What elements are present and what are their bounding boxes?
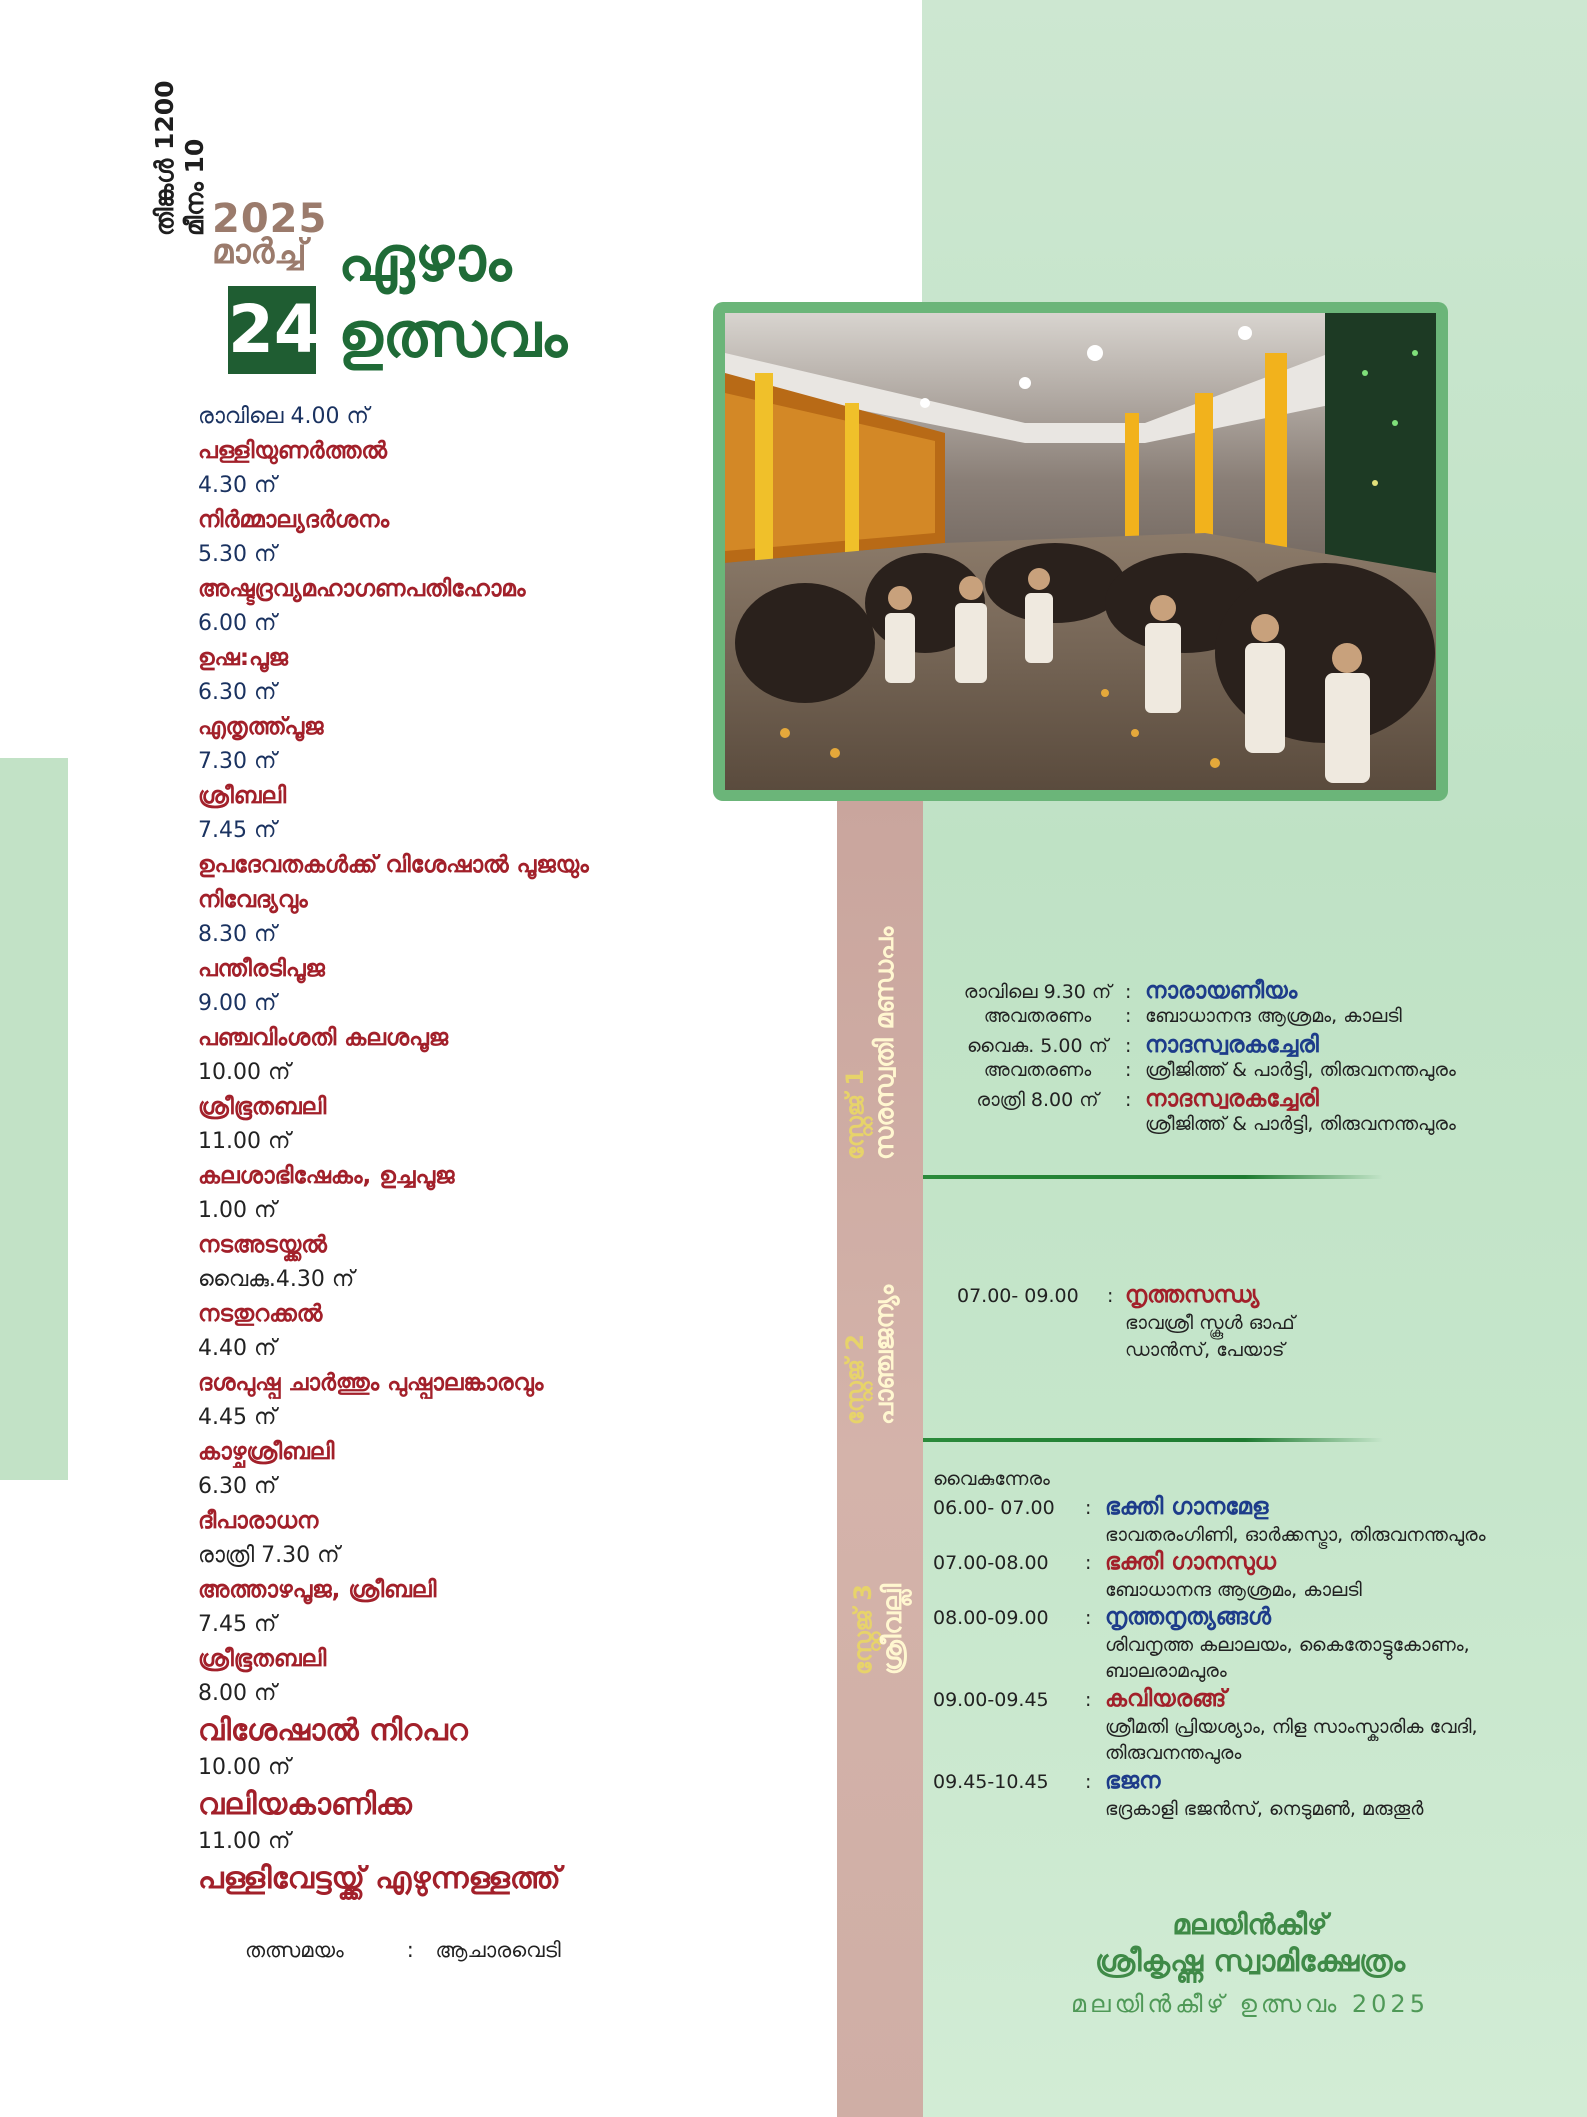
schedule-event: നിർമ്മാല്യദർശനം [198,507,390,533]
malayalam-date-line2: മീനം 10 [180,138,209,236]
stage1-sep: : [1125,1059,1132,1081]
stage2-time: 07.00- 09.00 [957,1285,1079,1307]
stage3-detail: ശ്രീമതി പ്രിയശ്യാം, നിള സാംസ്കാരിക വേദി, [1105,1716,1478,1738]
final-note [245,1938,561,1963]
schedule-event: ഉഷ:പൂജ [198,645,289,671]
stage1-name: സ്റ്റേജ് 1 [841,1068,869,1160]
schedule-event: അത്താഴപൂജ, ശ്രീബലി [198,1577,437,1603]
schedule-time: വൈകു.4.30 ന് [198,1267,355,1292]
stage3-sep: : [1085,1552,1092,1574]
stage1-event: നാദസ്വരകച്ചേരി [1145,1032,1319,1058]
stage3-detail: ശിവനൃത്ത കലാലയം, കൈതോട്ടുകോണം, [1105,1634,1470,1656]
stage3-event: ഭക്തി ഗാനമേള [1105,1494,1269,1520]
malayalam-date-vertical [150,80,209,236]
stage1-time: അവതരണം [983,1005,1092,1027]
schedule-event: കലശാഭിഷേകം, ഉച്ചപൂജ [198,1163,455,1189]
header-day: 24 [228,286,316,374]
stage3-sep: : [1085,1607,1092,1629]
stage3-detail: ഭദ്രകാളി ഭജൻസ്, നെടുമൺ, മരുതൂർ [1105,1798,1424,1820]
schedule-event: പന്തീരടിപൂജ [198,956,325,982]
stage2-name: സ്റ്റേജ് 2 [841,1333,869,1425]
footer-temple: ശ്രീകൃഷ്ണ സ്വാമിക്ഷേത്രം [1094,1944,1406,1979]
schedule-event: പള്ളിയുണർത്തൽ [198,438,388,464]
stage1-row [950,1059,1456,1081]
stage3-sep: : [1085,1689,1092,1711]
schedule-time: രാവിലെ 4.00 ന് [198,404,369,429]
stage1-time: അവതരണം [983,1059,1092,1081]
temple-crowd-image [725,313,1436,790]
stage3-label [848,1584,908,1675]
stage3-venue: ശ്രീവല്ലി [878,1583,908,1675]
stage3-detail-cont: തിരുവനന്തപുരം [1105,1742,1242,1764]
schedule-event-cont: നിവേദ്യവും [198,887,308,913]
schedule-time: 5.30 ന് [198,542,277,567]
stage1-detail: ബോധാനന്ദ ആശ്രമം, കാലടി [1145,1005,1402,1027]
stage3-detail: ഭാവതരംഗിണി, ഓർക്കസ്ട്രാ, തിരുവനന്തപുരം [1105,1524,1486,1546]
stage1-event: നാദസ്വരകച്ചേരി [1145,1086,1319,1112]
schedule-time: 8.00 ന് [198,1681,277,1706]
stage2-label [840,1285,900,1425]
stage1-sep: : [1125,1089,1132,1111]
schedule-time: 4.30 ന് [198,473,277,498]
stage1-sep: : [1125,981,1132,1003]
stage1-detail: ശ്രീജിത്ത് & പാർട്ടി, തിരുവനന്തപുരം [1145,1059,1456,1081]
stage3-row [933,1494,1268,1520]
stage3-row [933,1604,1271,1630]
schedule-time: 10.00 ന് [198,1060,291,1085]
schedule-time: 7.30 ന് [198,749,277,774]
stage3-intro: വൈകുന്നേരം [933,1468,1050,1490]
stage3-event: കവിയരങ്ങ് [1105,1686,1227,1712]
schedule-event: നടതുറക്കൽ [198,1301,323,1327]
stage1-sep: : [1125,1035,1132,1057]
schedule-time: രാത്രി 7.30 ന് [198,1543,340,1568]
title-day-ordinal: ഏഴാം [338,222,512,295]
stage3-row [933,1686,1226,1712]
schedule-event: പഞ്ചവിംശതി കലശപൂജ [198,1025,449,1051]
schedule-event: ദശപുഷ്പ ചാർത്തും പുഷ്പാലങ്കാരവും [198,1370,544,1396]
stage3-detail-cont: ബാലരാമപുരം [1105,1660,1227,1682]
stage1-time: രാവിലെ 9.30 ന് [963,981,1112,1003]
stage2-detail2: ഡാൻസ്, പേയാട് [1125,1339,1285,1361]
schedule-event: പള്ളിവേട്ടയ്ക്ക് എഴുന്നള്ളത്ത് [198,1861,561,1896]
festival-photo [713,302,1448,801]
schedule-time: 4.40 ന് [198,1336,277,1361]
stage1-time: വൈകു. 5.00 ന് [967,1035,1108,1057]
stage3-sep: : [1085,1771,1092,1793]
stage2-row [957,1282,1259,1308]
stage1-divider [923,1175,1383,1179]
stage1-event: നാരായണീയം [1145,978,1298,1004]
stage3-time: 07.00-08.00 [933,1552,1049,1574]
final-note-sep: : [406,1938,414,1962]
schedule-event: എതൃത്ത്പൂജ [198,714,324,740]
stage1-time: രാത്രി 8.00 ന് [976,1089,1099,1111]
stage2-event: നൃത്തസന്ധ്യ [1125,1282,1260,1308]
stage1-label [840,927,900,1160]
schedule-time: 7.45 ന് [198,1612,277,1637]
schedule-time: 11.00 ന് [198,1129,291,1154]
stage3-row [933,1768,1161,1794]
stage2-sep: : [1107,1285,1114,1307]
stage3-time: 06.00- 07.00 [933,1497,1055,1519]
schedule-event: കാഴ്ചശ്രീബലി [198,1439,335,1465]
stage3-detail: ബോധാനന്ദ ആശ്രമം, കാലടി [1105,1579,1362,1601]
stage1-sep: : [1125,1005,1132,1027]
schedule-event: വലിയകാണിക്ക [198,1787,412,1822]
stage3-sep: : [1085,1497,1092,1519]
schedule-time: 7.45 ന് [198,818,277,843]
stage3-event: നൃത്തനൃത്യങ്ങൾ [1105,1604,1271,1630]
stage3-time: 08.00-09.00 [933,1607,1049,1629]
schedule-time: 10.00 ന് [198,1755,291,1780]
schedule-time: 9.00 ന് [198,991,277,1016]
schedule-event: വിശേഷാൽ നിറപറ [198,1713,468,1748]
header-month: മാർച്ച് [212,232,307,272]
schedule-event: നടഅടയ്ക്കൽ [198,1232,327,1258]
stage3-time: 09.00-09.45 [933,1689,1049,1711]
schedule-time: 6.00 ന് [198,611,277,636]
stage1-row [950,1032,1319,1058]
malayalam-date-line1: തിങ്കൾ 1200 [150,80,179,236]
stage1-row [950,1086,1319,1112]
stage2-venue: പാഞ്ചജന്യം [870,1284,900,1425]
footer-place: മലയിൻകീഴ് [1172,1908,1328,1941]
final-note-value: ആചാരവെടി [435,1938,561,1962]
header-year: 2025 [212,196,328,242]
stage1-row [950,1005,1402,1027]
stage1-row [950,1113,1456,1135]
title-festival: ഉത്സവം [338,298,568,371]
schedule-event: ശ്രീബലി [198,783,287,809]
schedule-time: 6.30 ന് [198,680,277,705]
stage3-event: ഭജന [1105,1768,1161,1794]
schedule-event: ഉപദേവതകൾക്ക് വിശേഷാൽ പൂജയും [198,852,589,878]
schedule-event: ദീപാരാധന [198,1508,319,1534]
stage1-venue: സരസ്വതി മണ്ഡപം [870,926,900,1160]
schedule-time: 8.30 ന് [198,922,277,947]
stage2-detail1: ഭാവശ്രീ സ്കൂൾ ഓഫ് [1125,1312,1295,1334]
schedule-event: ശ്രീഭൂതബലി [198,1094,327,1120]
schedule-event: ശ്രീഭൂതബലി [198,1646,327,1672]
final-note-label: തത്സമയം [245,1938,344,1962]
stage1-detail: ശ്രീജിത്ത് & പാർട്ടി, തിരുവനന്തപുരം [1145,1113,1456,1135]
stage3-row [933,1549,1276,1575]
schedule-time: 6.30 ന് [198,1474,277,1499]
left-green-strip [0,758,68,1480]
footer-festival: മലയിൻകീഴ് ഉത്സവം 2025 [1071,1990,1429,2018]
schedule-time: 1.00 ന് [198,1198,277,1223]
stage3-event: ഭക്തി ഗാനസുധ [1105,1549,1277,1575]
stage3-name: സ്റ്റേജ് 3 [849,1583,877,1675]
stage1-row [950,978,1297,1004]
stage2-divider [923,1438,1383,1442]
stage3-time: 09.45-10.45 [933,1771,1049,1793]
schedule-time: 4.45 ന് [198,1405,277,1430]
schedule-time: 11.00 ന് [198,1829,291,1854]
schedule-event: അഷ്ടദ്രവ്യമഹാഗണപതിഹോമം [198,576,526,602]
